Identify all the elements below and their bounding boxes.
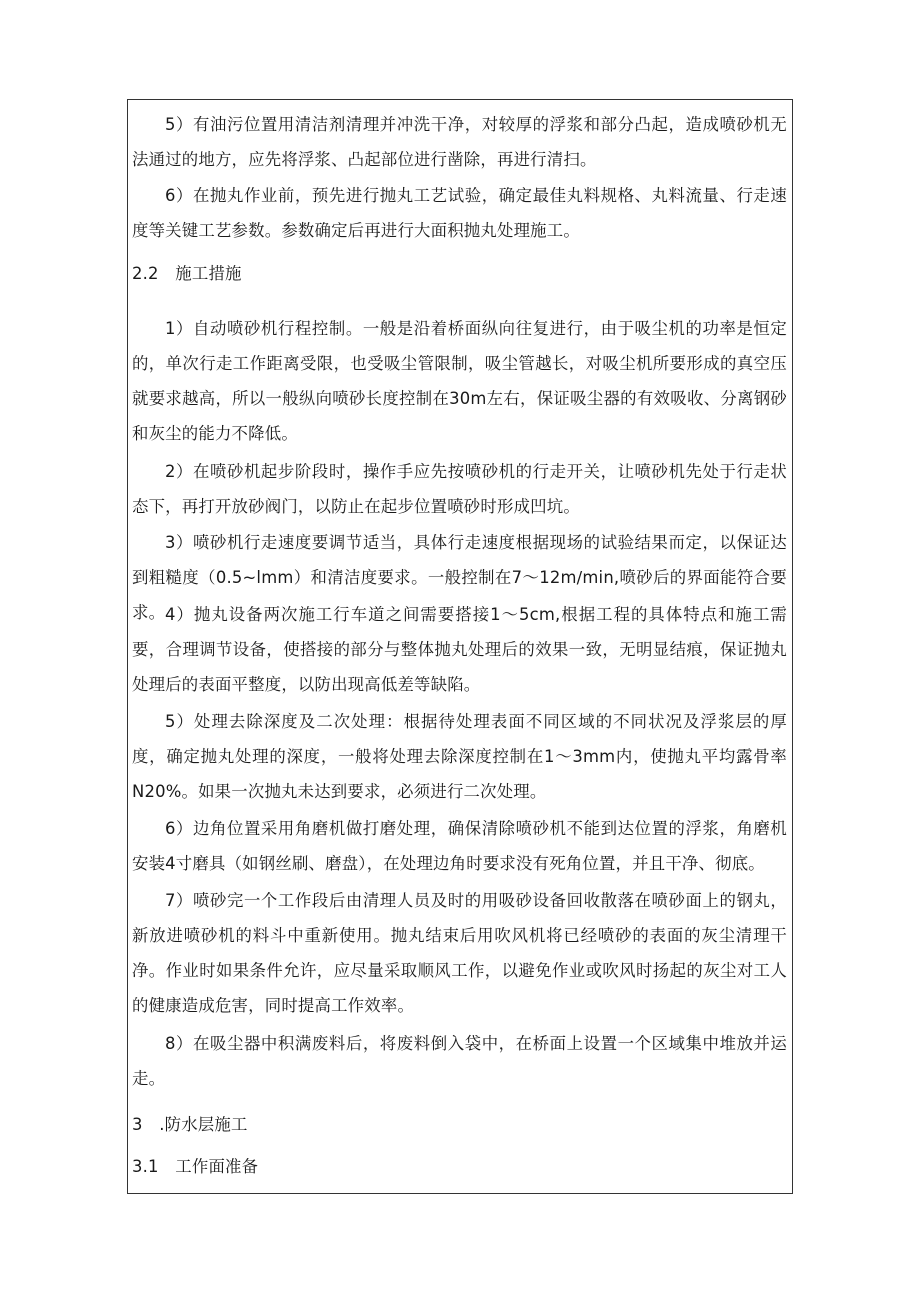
paragraph-measure-3: 3）喷砂机行走速度要调节适当，具体行走速度根据现场的试验结果而定，以保证达到粗糙度（0.5~lmm）和清洁度要求。一般控制在7～12m∕min,喷砂后的界面能符合要求。 bbox=[132, 533, 787, 622]
paragraph-measure-8: 8）在吸尘器中积满废料后，将废料倒入袋中，在桥面上设置一个区域集中堆放并运走。 bbox=[132, 1034, 787, 1088]
section-heading-3-1: 3.1 工作面准备 bbox=[132, 1157, 259, 1176]
paragraph-measure-7: 7）喷砂完一个工作段后由清理人员及时的用吸砂设备回收散落在喷砂面上的钢丸，新放进喷砂机的料斗中重新使用。抛丸结束后用吹风机将已经喷砂的表面的灰尘清理干净。作业时如果条件允许，应尽量采取顺风工作，以避免作业或吹风时扬起的灰尘对工人的健康造成危害，同时提高工作效率。 bbox=[132, 891, 787, 1015]
paragraph-cleaning-oil: 5）有油污位置用清洁剂清理并冲洗干净，对较厚的浮浆和部分凸起，造成喷砂机无法通过的地方，应先将浮浆、凸起部位进行凿除，再进行清扫。 bbox=[132, 115, 787, 169]
paragraph-measure-1: 1）自动喷砂机行程控制。一般是沿着桥面纵向往复进行，由于吸尘机的功率是恒定的，单次行走工作距离受限，也受吸尘管限制，吸尘管越长，对吸尘机所要形成的真空压就要求越高，所以一般纵向喷砂长度控制在30m左右，保证吸尘器的有效吸收、分离钢砂和灰尘的能力不降低。 bbox=[132, 319, 787, 443]
paragraph-measure-2: 2）在喷砂机起步阶段时，操作手应先按喷砂机的行走开关，让喷砂机先处于行走状态下，再打开放砂阀门，以防止在起步位置喷砂时形成凹坑。 bbox=[132, 462, 787, 516]
section-heading-2-2: 2.2 施工措施 bbox=[132, 264, 242, 283]
paragraph-measure-4: 4）抛丸设备两次施工行车道之间需要搭接1～5cm,根据工程的具体特点和施工需要，合理调节设备，使搭接的部分与整体抛丸处理后的效果一致，无明显结痕，保证抛丸处理后的表面平整度，以防出现高低差等缺陷。 bbox=[132, 605, 787, 694]
paragraph-measure-6: 6）边角位置采用角磨机做打磨处理，确保清除喷砂机不能到达位置的浮浆，角磨机安装4寸磨具（如钢丝刷、磨盘），在处理边角时要求没有死角位置，并且干净、彻底。 bbox=[132, 819, 787, 873]
paragraph-trial-test: 6）在抛丸作业前，预先进行抛丸工艺试验，确定最佳丸料规格、丸料流量、行走速度等关键工艺参数。参数确定后再进行大面积抛丸处理施工。 bbox=[132, 186, 787, 240]
section-heading-3: 3 .防水层施工 bbox=[132, 1115, 248, 1134]
document-frame bbox=[127, 99, 793, 1194]
paragraph-measure-5: 5）处理去除深度及二次处理：根据待处理表面不同区域的不同状况及浮浆层的厚度，确定抛丸处理的深度，一般将处理去除深度控制在1～3mm内，使抛丸平均露骨率N20%。如果一次抛丸未达到要求，必须进行二次处理。 bbox=[132, 712, 787, 801]
